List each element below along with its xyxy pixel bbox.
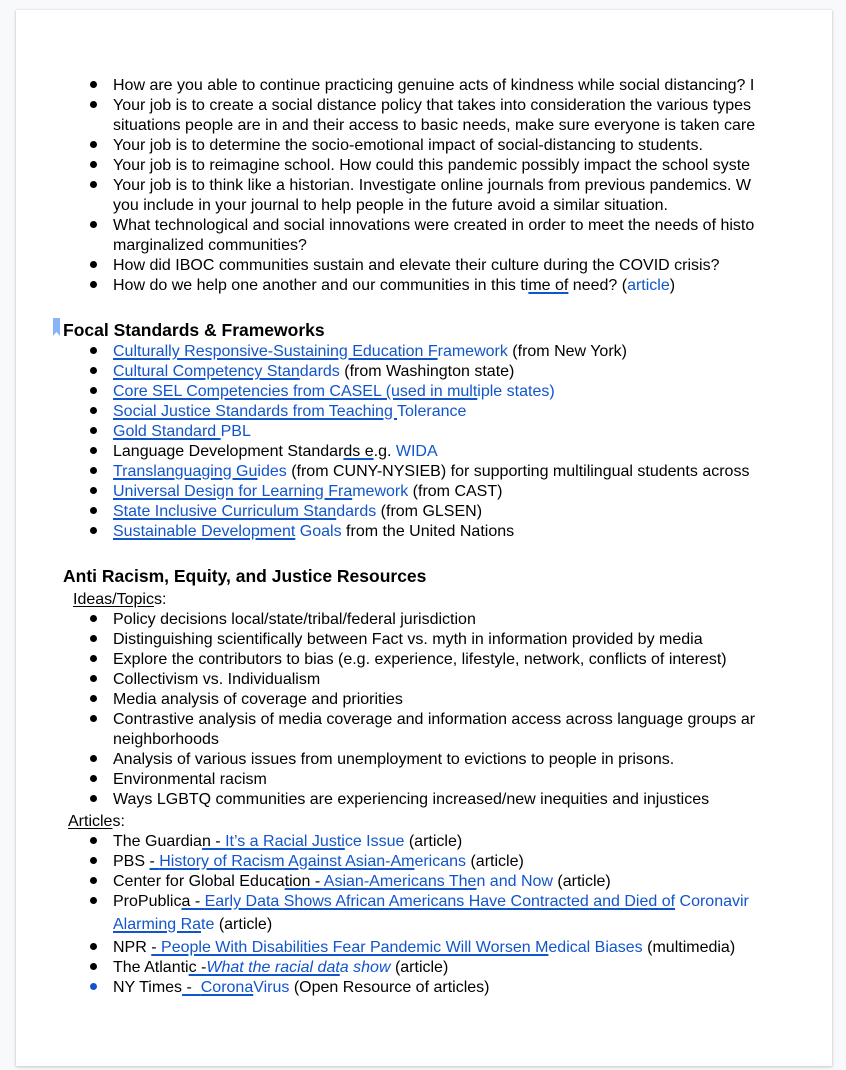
list-item: Collectivism vs. Individualism <box>16 670 832 690</box>
bullet-icon <box>87 978 99 998</box>
bullet-icon <box>87 610 99 630</box>
articles-label: Articles: <box>68 813 125 830</box>
standard-link[interactable]: Gold Standard <box>113 423 221 440</box>
bullet-icon <box>87 216 99 236</box>
list-item: Your job is to create a social distance policy that takes into consideration the various types situations people are in and their access to basic needs, make sure everyone is taken care <box>16 96 832 136</box>
bullet-icon <box>87 76 99 96</box>
section-heading-focal-standards: Focal Standards & Frameworks <box>63 320 325 340</box>
wida-link[interactable]: WIDA <box>395 443 438 460</box>
article-link[interactable]: Corona <box>200 979 254 996</box>
list-item: Core SEL Competencies from CASEL (used in multiple states) <box>16 382 832 402</box>
list-item: Social Justice Standards from Teaching Tolerance <box>16 402 832 422</box>
standard-link[interactable]: Culturally Responsive-Sustaining Education F <box>113 343 438 360</box>
ideas-list <box>16 610 832 810</box>
bookmark-icon[interactable] <box>53 318 60 336</box>
bullet-icon <box>87 650 99 670</box>
list-item: Policy decisions local/state/tribal/federal jurisdiction <box>16 610 832 630</box>
list-item: Gold Standard PBL <box>16 422 832 442</box>
bullet-icon <box>87 256 99 276</box>
standard-link[interactable]: State Inclusive Curriculum Stan <box>113 503 337 520</box>
list-item: Cultural Competency Standards (from Washington state) <box>16 362 832 382</box>
standard-link[interactable]: Social Justice Standards from Teaching <box>113 403 398 420</box>
bullet-icon <box>87 889 99 915</box>
ideas-label: Ideas/Topics: <box>73 591 167 608</box>
list-item: Culturally Responsive-Sustaining Education Framework (from New York) <box>16 342 832 362</box>
bullet-icon <box>87 958 99 978</box>
bullet-icon <box>87 750 99 770</box>
article-link[interactable]: What the racial dat <box>206 959 340 976</box>
bullet-icon <box>87 136 99 156</box>
bullet-icon <box>87 96 99 116</box>
list-item: Your job is to reimagine school. How could this pandemic possibly impact the school syste <box>16 156 832 176</box>
article-link[interactable]: Early Data Shows African Americans Have Contracted and Died of <box>204 893 676 910</box>
standard-link[interactable]: Universal Design for Learning Fra <box>113 483 353 500</box>
list-item: Distinguishing scientifically between Fact vs. myth in information provided by media <box>16 630 832 650</box>
list-item: Your job is to think like a historian. Investigate online journals from previous pandemics. W you include in your journal to help people in the future avoid a similar situation. <box>16 176 832 216</box>
bullet-icon <box>87 502 99 522</box>
bullet-icon <box>87 402 99 422</box>
list-item: Center for Global Education - Asian-Americans Then and Now (article) <box>16 872 832 892</box>
bullet-icon <box>87 442 99 462</box>
list-item: Contrastive analysis of media coverage and information access across language groups ar neighborhoods <box>16 710 832 750</box>
list-item: Environmental racism <box>16 770 832 790</box>
list-item: PBS - History of Racism Against Asian-Americans (article) <box>16 852 832 872</box>
list-item: Ways LGBTQ communities are experiencing increased/new inequities and injustices <box>16 790 832 810</box>
bullet-icon <box>87 938 99 958</box>
list-item: Translanguaging Guides (from CUNY-NYSIEB) for supporting multilingual students across <box>16 462 832 482</box>
document-page <box>16 10 832 1066</box>
standard-link[interactable]: Core SEL Competencies from CASEL (used in mult <box>113 383 478 400</box>
list-item: The Atlantic -What the racial data show (article) <box>16 958 832 978</box>
bullet-icon <box>87 690 99 710</box>
list-item: The Guardian - It’s a Racial Justice Issue (article) <box>16 832 832 852</box>
article-link[interactable]: History of Racism Against Asian-Am <box>159 853 415 870</box>
questions-list <box>16 76 832 296</box>
list-item: How are you able to continue practicing genuine acts of kindness while social distancing? I <box>16 76 832 96</box>
list-item: Explore the contributors to bias (e.g. experience, lifestyle, network, conflicts of interest) <box>16 650 832 670</box>
bullet-icon <box>87 670 99 690</box>
bullet-icon <box>87 156 99 176</box>
standard-link[interactable]: Sustainable Development <box>113 523 296 540</box>
bullet-icon <box>87 832 99 852</box>
list-item: Universal Design for Learning Framework (from CAST) <box>16 482 832 502</box>
article-link[interactable]: People With Disabilities Fear Pandemic Will Worsen M <box>161 939 549 956</box>
bullet-icon <box>87 462 99 482</box>
bullet-icon <box>87 362 99 382</box>
list-item: Media analysis of coverage and priorities <box>16 690 832 710</box>
bullet-icon <box>87 422 99 442</box>
list-item: Analysis of various issues from unemployment to evictions to people in prisons. <box>16 750 832 770</box>
bullet-icon <box>87 482 99 502</box>
list-item: ProPublica - Early Data Shows African Americans Have Contracted and Died of Coronavir Alarming Rate (article) <box>16 892 832 938</box>
bullet-icon <box>87 342 99 362</box>
article-link[interactable]: article <box>627 277 670 294</box>
list-item: How did IBOC communities sustain and elevate their culture during the COVID crisis? <box>16 256 832 276</box>
list-item: NY Times - CoronaVirus (Open Resource of articles) <box>16 978 832 998</box>
standard-link[interactable]: Cultural Competency Stan <box>113 363 300 380</box>
article-link[interactable]: Asian-Americans The <box>323 873 477 890</box>
bullet-icon <box>87 382 99 402</box>
bullet-icon <box>87 710 99 730</box>
list-item: How do we help one another and our communities in this time of need? (article) <box>16 276 832 296</box>
section-heading-anti-racism: Anti Racism, Equity, and Justice Resources <box>63 566 427 586</box>
list-item: Your job is to determine the socio-emotional impact of social-distancing to students. <box>16 136 832 156</box>
articles-list <box>16 832 832 998</box>
list-item: NPR - People With Disabilities Fear Pandemic Will Worsen Medical Biases (multimedia) <box>16 938 832 958</box>
article-link[interactable]: It’s a Racial Justi <box>225 833 345 850</box>
list-item: What technological and social innovations were created in order to meet the needs of histo marginalized communities? <box>16 216 832 256</box>
bullet-icon <box>87 790 99 810</box>
list-item: State Inclusive Curriculum Standards (from GLSEN) <box>16 502 832 522</box>
standard-link[interactable]: Translanguaging Gu <box>113 463 258 480</box>
bullet-icon <box>87 522 99 542</box>
focal-standards-list <box>16 342 832 542</box>
list-item: Sustainable Development Goals from the United Nations <box>16 522 832 542</box>
bullet-icon <box>87 770 99 790</box>
bullet-icon <box>87 176 99 196</box>
bullet-icon <box>87 276 99 296</box>
list-item: Language Development Standards e.g. WIDA <box>16 442 832 462</box>
bullet-icon <box>87 852 99 872</box>
bullet-icon <box>87 630 99 650</box>
